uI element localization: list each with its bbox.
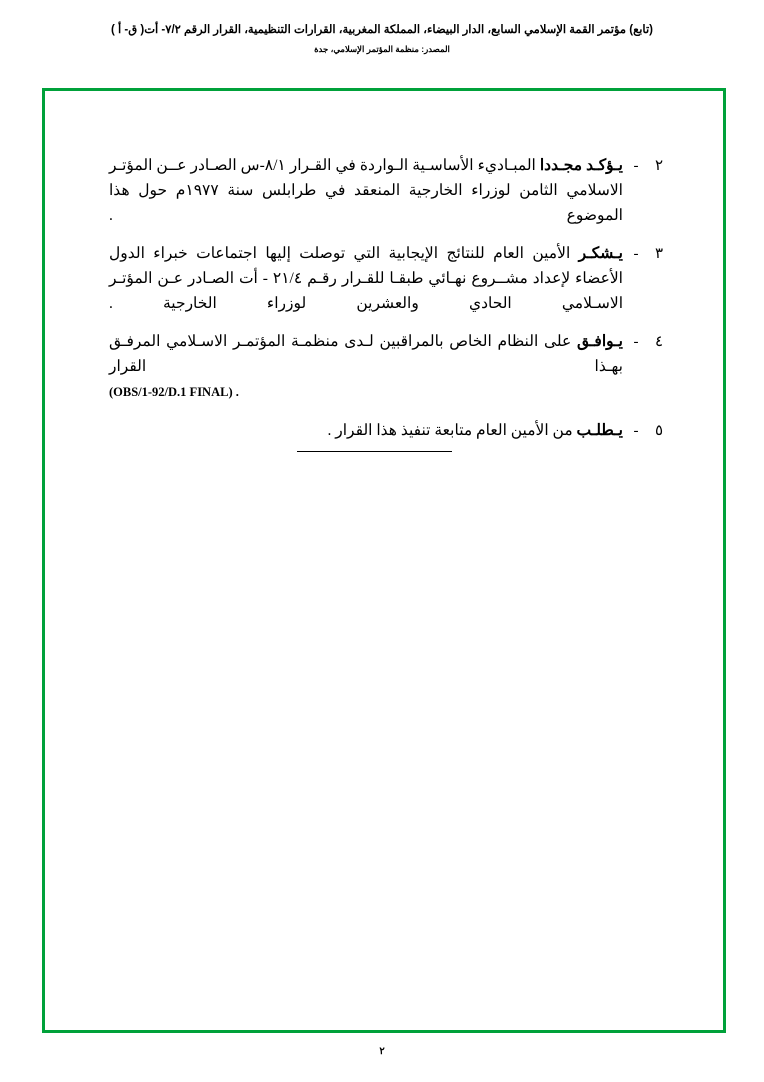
clause-text [109, 153, 623, 228]
clause-verb: يـشكـر [578, 245, 623, 262]
page-number: ٢ [379, 1046, 385, 1057]
header-title-line: (تابع) مؤتمر القمة الإسلامي السابع، الدار البيضاء، المملكة المغربية، القرارات التنظيمية، القرار الرقم ٧/٢- أت( ق- أ ) [111, 24, 653, 36]
list-item [109, 329, 669, 405]
header-source-line: المصدر: منظمة المؤتمر الإسلامي، جدة [314, 44, 450, 54]
clause-body-text: على النظام الخاص بالمراقبين لـدى منظمـة المؤتمـر الاسـلامي المرفـق بهـذا القرار [109, 333, 623, 375]
clause-dash: - [633, 246, 639, 262]
document-page-frame [42, 88, 726, 1033]
clause-reference-code: (OBS/1-92/D.1 FINAL) . [109, 385, 239, 399]
clause-body-text: الأمين العام للنتائج الإيجابية التي توصلت إليها اجتماعات خبراء الدول الأعضاء لإعداد مشــروع نهـائي طبقـا للقـرار رقـم ٢١/٤ - أت الصـادر عـن المؤتـر الاسـلامي الحادي والعشرين لوزراء الخارجية . [109, 245, 623, 312]
section-separator [45, 439, 723, 457]
clause-number: ٥ [654, 423, 664, 439]
clause-dash: - [633, 334, 639, 350]
document-header [0, 22, 764, 55]
clause-number: ٤ [654, 334, 664, 350]
clause-text [109, 329, 623, 405]
resolution-clause-list [109, 153, 669, 457]
horizontal-rule [297, 451, 452, 452]
clause-verb: يـؤكـد مجـددا [539, 157, 623, 174]
clause-verb: يـطلـب [576, 422, 623, 439]
clause-body-text: من الأمين العام متابعة تنفيذ هذا القرار . [327, 422, 577, 439]
list-item [109, 153, 669, 228]
clause-verb: يـوافـق [576, 333, 623, 350]
clause-text [109, 241, 623, 316]
clause-dash: - [633, 423, 639, 439]
clause-number: ٣ [654, 246, 664, 262]
clause-number: ٢ [654, 158, 664, 174]
clause-body-text: المبـاديء الأساسـية الـواردة في القـرار ٨/١-س الصـادر عــن المؤتـر الاسلامي الثامن لوزراء الخارجية المنعقد في طرابلس سنة ١٩٧٧م حول هذا الموضوع . [109, 157, 623, 224]
clause-dash: - [633, 158, 639, 174]
list-item [109, 241, 669, 316]
